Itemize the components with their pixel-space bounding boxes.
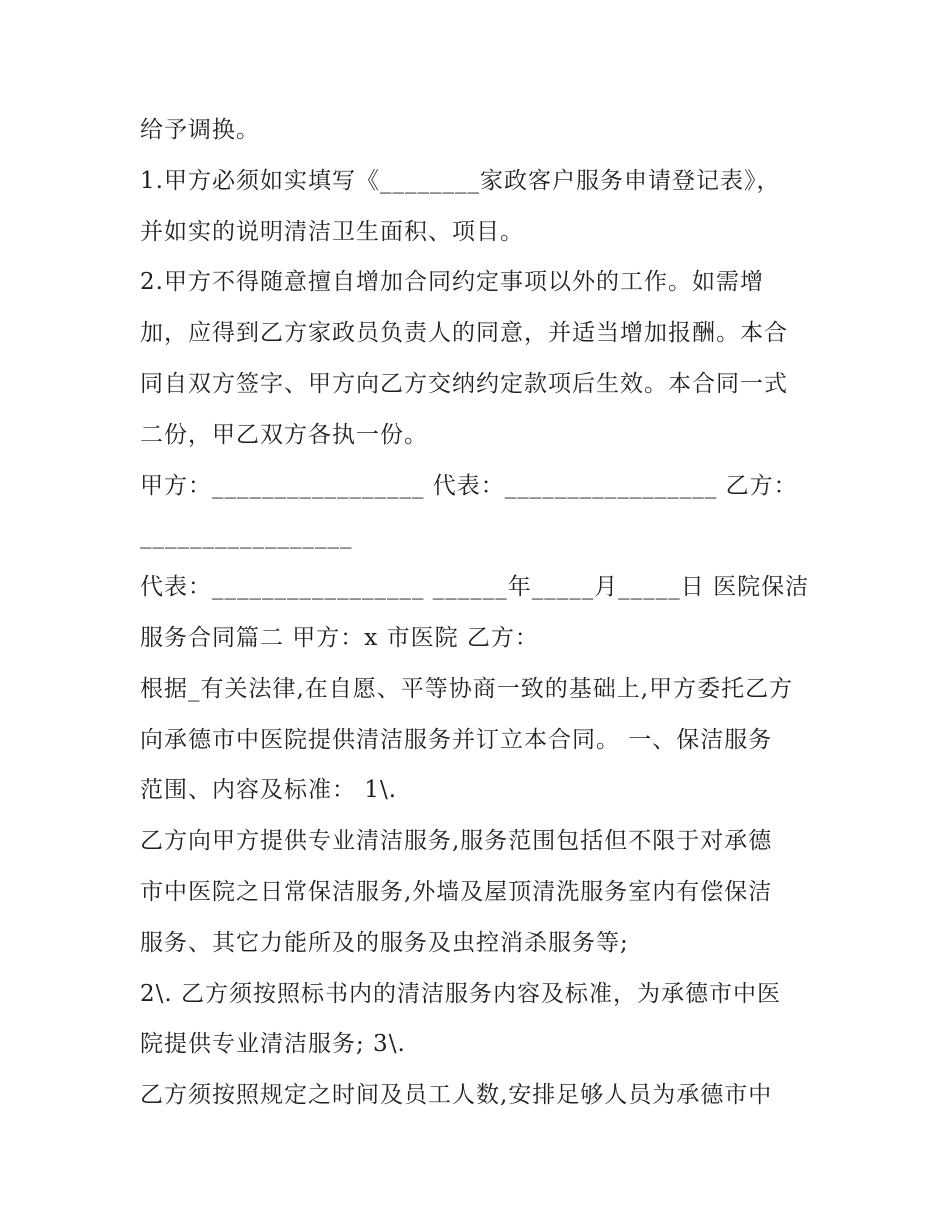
signature-line-party-b: _________________ — [140, 523, 353, 550]
text-line: 乙方向甲方提供专业清洁服务,服务范围包括但不限于对承德 — [140, 828, 773, 855]
text-line: 向承德市中医院提供清洁服务并订立本合同。 一、保洁服务 — [140, 726, 773, 753]
text-line: 2.甲方不得随意擅自增加合同约定事项以外的工作。如需增 — [140, 269, 764, 296]
text-line: 院提供专业清洁服务; 3\. — [140, 1031, 406, 1058]
text-line: 根据_有关法律,在自愿、平等协商一致的基础上,甲方委托乙方 — [140, 675, 794, 702]
text-line: 加，应得到乙方家政员负责人的同意，并适当增加报酬。本合 — [140, 320, 788, 347]
text-line: 市中医院之日常保洁服务,外墙及屋顶清洗服务室内有偿保洁 — [140, 878, 773, 905]
text-line: 范围、内容及标准： 1\. — [140, 777, 398, 804]
text-line: 给予调换。 — [140, 117, 260, 143]
text-line: 服务、其它力能所及的服务及虫控消杀服务等; — [140, 929, 629, 956]
text-line: 1.甲方必须如实填写《________家政客户服务申请登记表》， — [140, 167, 781, 194]
document-body — [140, 107, 820, 1123]
text-line: 二份，甲乙双方各执一份。 — [140, 421, 428, 448]
text-line: 并如实的说明清洁卫生面积、项目。 — [140, 218, 524, 245]
text-line: 乙方须按照规定之时间及员工人数,安排足够人员为承德市中 — [140, 1082, 773, 1109]
section-heading: 服务合同篇二 甲方：x 市医院 乙方： — [140, 624, 539, 651]
signature-line-party-a: 甲方：_________________ 代表：_________________ 乙方： — [140, 472, 798, 499]
date-line: 代表：_________________ ______年_____月_____日 医院保洁 — [140, 574, 810, 601]
text-line: 同自双方签字、甲方向乙方交纳约定款项后生效。本合同一式 — [140, 370, 788, 397]
text-line: 2\. 乙方须按照标书内的清洁服务内容及标准，为承德市中医 — [140, 980, 782, 1007]
